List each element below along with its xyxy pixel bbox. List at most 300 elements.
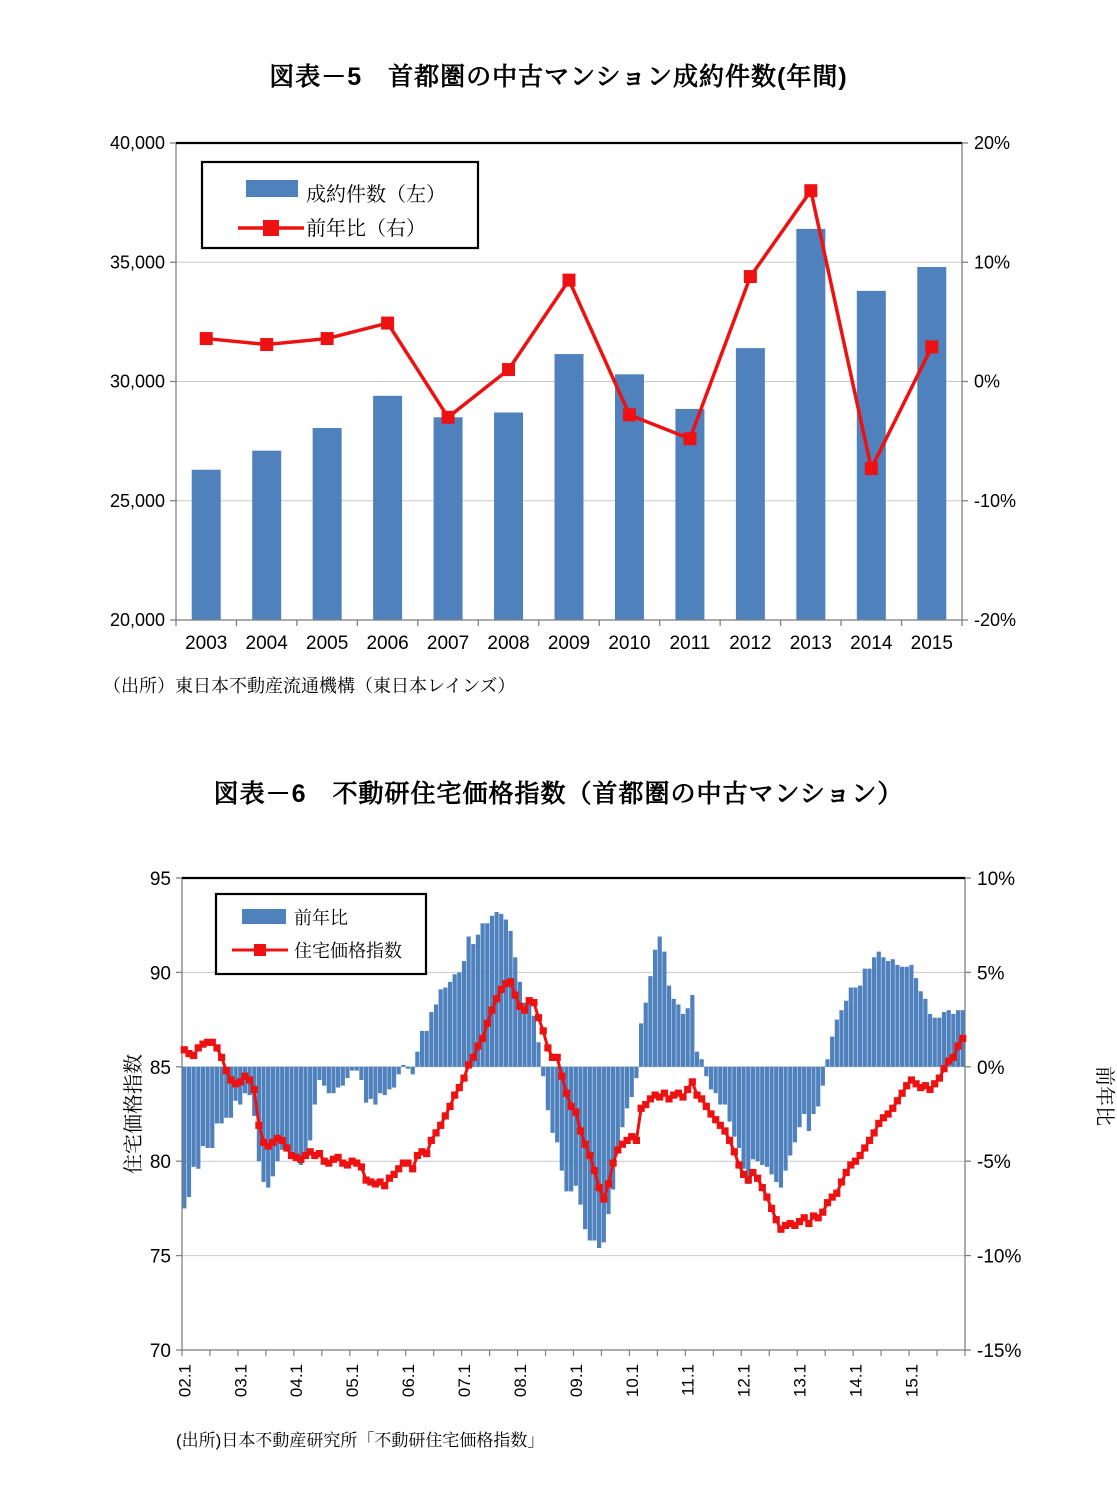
x-tick-label: 11.1 (678, 1364, 698, 1396)
index-marker (521, 1007, 528, 1014)
index-marker (479, 1035, 486, 1042)
index-marker (866, 1137, 873, 1144)
yoy-bar (672, 999, 676, 1067)
yoy-bar (429, 1012, 433, 1067)
yoy-bar (536, 1042, 540, 1067)
index-marker (768, 1205, 775, 1212)
yoy-bar (788, 1067, 792, 1156)
yoy-bar (317, 1067, 321, 1080)
index-marker (428, 1137, 435, 1144)
index-marker (610, 1160, 617, 1167)
index-marker (283, 1144, 290, 1151)
index-marker (446, 1103, 453, 1110)
index-marker (857, 1152, 864, 1159)
index-marker (735, 1161, 742, 1168)
yoy-bar (415, 1052, 419, 1067)
yoy-bar (201, 1067, 205, 1146)
yoy-bar (895, 965, 899, 1067)
yoy-bar (597, 1067, 601, 1248)
y-left-tick-label: 95 (149, 869, 171, 890)
yoy-bar (714, 1067, 718, 1093)
y-right-tick-label: 0% (974, 371, 1001, 392)
yoy-bar (550, 1067, 554, 1133)
index-marker (721, 1127, 728, 1134)
x-tick-label: 12.1 (734, 1364, 754, 1398)
yoy-bar (639, 1023, 643, 1066)
index-marker (563, 1090, 570, 1097)
y-right-tick-label: 10% (974, 252, 1011, 273)
yoy-bar (271, 1067, 275, 1177)
yoy-bar (700, 1059, 704, 1067)
yoy-bar (923, 999, 927, 1067)
x-tick-label: 2006 (366, 633, 409, 654)
figure6-title: 図表－6 不動研住宅価格指数（首都圏の中古マンション） (213, 780, 904, 808)
yoy-bar (485, 923, 489, 1066)
bar-2015 (917, 267, 946, 620)
yoy-bar (914, 978, 918, 1067)
yoy-bar (933, 1018, 937, 1067)
index-marker (255, 1122, 262, 1129)
yoy-bar (755, 1067, 759, 1161)
index-marker (679, 1093, 686, 1100)
yoy-bar (387, 1067, 391, 1090)
x-tick-label: 04.1 (287, 1364, 307, 1398)
x-tick-label: 09.1 (566, 1364, 586, 1398)
yoy-marker-2013 (804, 184, 817, 197)
index-marker (279, 1137, 286, 1144)
yoy-bar (425, 1031, 429, 1067)
index-marker (540, 1027, 547, 1034)
yoy-bar (928, 1014, 932, 1067)
yoy-bar (275, 1067, 279, 1161)
index-marker (633, 1137, 640, 1144)
yoy-bar (900, 967, 904, 1067)
x-tick-label: 2003 (185, 633, 228, 654)
yoy-bar (397, 1067, 401, 1075)
index-marker (451, 1092, 458, 1099)
yoy-bar (285, 1067, 289, 1148)
x-tick-label: 2004 (245, 633, 288, 654)
yoy-bar (303, 1067, 307, 1156)
yoy-bar (811, 1067, 815, 1114)
index-marker (432, 1129, 439, 1136)
yoy-bar (849, 988, 853, 1067)
yoy-bar (546, 1067, 550, 1110)
x-tick-label: 2008 (487, 633, 530, 654)
yoy-bar (919, 991, 923, 1067)
yoy-bar (313, 1067, 317, 1105)
x-tick-label: 10.1 (622, 1364, 642, 1398)
yoy-bar (196, 1067, 200, 1169)
yoy-bar (541, 1067, 545, 1076)
bar-2013 (796, 229, 825, 620)
yoy-bar (830, 1037, 834, 1067)
yoy-bar (807, 1067, 811, 1131)
x-tick-label: 2009 (547, 633, 591, 654)
x-tick-label: 2015 (910, 633, 953, 654)
yoy-bar (825, 1059, 829, 1067)
y-right-tick-label: 10% (977, 869, 1016, 890)
index-marker (437, 1122, 444, 1129)
yoy-bar (821, 1067, 825, 1086)
yoy-bar (886, 961, 890, 1067)
legend-box (216, 894, 426, 974)
index-marker (316, 1150, 323, 1157)
yoy-bar (779, 1067, 783, 1188)
yoy-bar (653, 950, 657, 1067)
yoy-bar (774, 1067, 778, 1182)
index-marker (899, 1090, 906, 1097)
bar-2005 (313, 428, 342, 620)
bar-2003 (192, 470, 221, 620)
yoy-bar (504, 920, 508, 1067)
index-marker (535, 1014, 542, 1021)
yoy-bar (905, 967, 909, 1067)
index-marker (596, 1184, 603, 1191)
index-marker (754, 1175, 761, 1182)
index-marker (773, 1216, 780, 1223)
index-marker (358, 1163, 365, 1170)
index-marker (703, 1103, 710, 1110)
yoy-marker-2005 (321, 332, 334, 345)
legend-label-bars: 前年比 (294, 908, 348, 928)
x-tick-label: 07.1 (454, 1364, 474, 1398)
x-tick-label: 2014 (850, 633, 893, 654)
legend-label-bars: 成約件数（左） (306, 184, 446, 206)
yoy-marker-2012 (744, 270, 757, 283)
yoy-bar (420, 1031, 424, 1067)
index-marker (554, 1054, 561, 1061)
index-marker (591, 1167, 598, 1174)
yoy-bar (662, 952, 666, 1067)
yoy-bar (359, 1067, 363, 1080)
index-marker (805, 1220, 812, 1227)
index-marker (726, 1137, 733, 1144)
yoy-bar (658, 937, 662, 1067)
yoy-bar (937, 1018, 941, 1067)
index-marker (190, 1052, 197, 1059)
x-tick-label: 2011 (669, 633, 711, 654)
yoy-bar (187, 1067, 191, 1197)
yoy-marker-2007 (442, 411, 455, 424)
index-marker (833, 1190, 840, 1197)
index-marker (512, 992, 519, 999)
right-axis-title: 前年比 (1093, 1066, 1115, 1126)
yoy-bar (835, 1020, 839, 1067)
y-left-tick-label: 20,000 (109, 610, 165, 630)
yoy-bar (690, 995, 694, 1067)
yoy-bar (322, 1067, 326, 1086)
yoy-bar (192, 1067, 196, 1167)
yoy-bar (732, 1067, 736, 1137)
index-marker (894, 1097, 901, 1104)
index-marker (745, 1177, 752, 1184)
yoy-bar (532, 1016, 536, 1067)
index-marker (246, 1076, 253, 1083)
yoy-bar (746, 1067, 750, 1184)
yoy-bar (383, 1067, 387, 1095)
x-tick-label: 14.1 (846, 1364, 866, 1398)
x-tick-label: 13.1 (790, 1364, 810, 1398)
yoy-bar (462, 961, 466, 1067)
yoy-bar (644, 1003, 648, 1067)
yoy-bar (182, 1067, 186, 1209)
index-marker (577, 1127, 584, 1134)
yoy-bar (513, 957, 517, 1067)
figure5-title: 図表－5 首都圏の中古マンション成約件数(年間) (269, 63, 848, 91)
x-tick-label: 2007 (426, 633, 470, 654)
y-left-tick-label: 40,000 (109, 133, 165, 153)
yoy-bar (867, 969, 871, 1067)
yoy-bar (765, 1067, 769, 1167)
legend-line-marker (263, 220, 279, 236)
figure6-source: (出所)日本不動産研究所「不動研住宅価格指数」 (176, 1431, 545, 1450)
yoy-bar (289, 1067, 293, 1152)
yoy-bar (378, 1067, 382, 1093)
yoy-bar (783, 1067, 787, 1171)
yoy-bar (634, 1067, 638, 1078)
yoy-marker-2003 (200, 332, 213, 345)
index-marker (843, 1169, 850, 1176)
yoy-marker-2011 (683, 432, 696, 445)
yoy-bar (602, 1067, 606, 1243)
index-marker (530, 999, 537, 1006)
index-marker (759, 1184, 766, 1191)
yoy-marker-2008 (502, 363, 515, 376)
yoy-bar (709, 1067, 713, 1090)
index-marker (442, 1112, 449, 1119)
x-tick-label: 15.1 (902, 1364, 922, 1398)
yoy-bar (392, 1067, 396, 1088)
yoy-bar (220, 1067, 224, 1124)
index-marker (465, 1061, 472, 1068)
index-marker (409, 1165, 416, 1172)
yoy-bar (630, 1067, 634, 1097)
index-marker (689, 1078, 696, 1085)
index-marker (959, 1035, 966, 1042)
x-tick-label: 2005 (306, 633, 349, 654)
yoy-bar (881, 957, 885, 1067)
yoy-bar (872, 957, 876, 1067)
yoy-bar (210, 1067, 214, 1148)
bar-2009 (555, 354, 584, 620)
bar-2008 (494, 413, 523, 620)
index-marker (456, 1084, 463, 1091)
y-left-tick-label: 30,000 (109, 371, 165, 392)
yoy-bar (769, 1067, 773, 1175)
legend-label-line: 前年比（右） (306, 218, 426, 240)
x-tick-label: 2013 (789, 633, 832, 654)
yoy-bar (858, 986, 862, 1067)
yoy-bar (625, 1067, 629, 1109)
index-marker (605, 1180, 612, 1187)
bar-2004 (252, 451, 281, 620)
yoy-bar (620, 1067, 624, 1127)
index-marker (493, 995, 500, 1002)
legend-bar-swatch (242, 909, 286, 924)
bar-2012 (736, 348, 765, 620)
yoy-bar (891, 959, 895, 1067)
index-marker (838, 1178, 845, 1185)
index-marker (889, 1105, 896, 1112)
index-marker (684, 1086, 691, 1093)
yoy-bar (336, 1067, 340, 1088)
index-marker (558, 1073, 565, 1080)
yoy-bar (802, 1067, 806, 1114)
yoy-bar (345, 1067, 349, 1078)
yoy-marker-2004 (260, 338, 273, 351)
index-marker (954, 1042, 961, 1049)
yoy-bar (877, 952, 881, 1067)
yoy-bar (369, 1067, 373, 1099)
x-tick-label: 02.1 (175, 1364, 195, 1398)
yoy-bar (443, 988, 447, 1067)
yoy-bar (723, 1067, 727, 1105)
yoy-bar (686, 1008, 690, 1067)
yoy-bar (308, 1067, 312, 1141)
yoy-bar (797, 1067, 801, 1127)
y-left-tick-label: 85 (149, 1057, 171, 1079)
index-marker (251, 1086, 258, 1093)
y-right-tick-label: 0% (977, 1057, 1005, 1079)
yoy-bar (448, 982, 452, 1067)
y-left-tick-label: 70 (149, 1341, 171, 1362)
yoy-marker-2015 (925, 340, 938, 353)
y-right-tick-label: -20% (974, 610, 1017, 630)
left-axis-title: 住宅価格指数 (123, 1054, 145, 1174)
index-marker (213, 1044, 220, 1051)
index-marker (488, 1007, 495, 1014)
index-marker (484, 1020, 491, 1027)
yoy-bar (327, 1067, 331, 1093)
y-left-tick-label: 90 (149, 963, 171, 985)
y-right-tick-label: -15% (977, 1341, 1022, 1362)
index-marker (507, 978, 514, 985)
yoy-marker-2014 (865, 462, 878, 475)
index-marker (936, 1075, 943, 1082)
index-marker (223, 1067, 230, 1074)
yoy-bar (737, 1067, 741, 1148)
y-left-tick-label: 75 (149, 1246, 171, 1268)
yoy-bar (355, 1067, 359, 1071)
x-tick-label: 06.1 (399, 1364, 419, 1398)
yoy-bar (434, 1004, 438, 1066)
index-marker (819, 1209, 826, 1216)
yoy-bar (364, 1067, 368, 1103)
yoy-bar (569, 1067, 573, 1192)
yoy-bar (411, 1067, 415, 1075)
yoy-bar (667, 986, 671, 1067)
yoy-bar (266, 1067, 270, 1188)
bar-2007 (434, 417, 463, 620)
yoy-bar (816, 1067, 820, 1107)
yoy-bar (453, 974, 457, 1067)
x-tick-label: 2010 (608, 633, 651, 654)
yoy-bar (760, 1067, 764, 1165)
yoy-bar (406, 1067, 410, 1069)
x-tick-label: 03.1 (231, 1364, 251, 1398)
yoy-bar (215, 1067, 219, 1124)
y-right-tick-label: -10% (977, 1246, 1022, 1268)
yoy-bar (574, 1067, 578, 1186)
yoy-bar (331, 1067, 335, 1093)
x-tick-label: 2012 (729, 633, 772, 654)
yoy-marker-2006 (381, 317, 394, 330)
figure5-source: （出所）東日本不動産流通機構（東日本レインズ） (103, 676, 516, 696)
yoy-bar (681, 1014, 685, 1067)
yoy-bar (728, 1067, 732, 1122)
index-marker (763, 1194, 770, 1201)
index-marker (600, 1195, 607, 1202)
yoy-bar (206, 1067, 210, 1148)
yoy-bar (676, 1004, 680, 1066)
yoy-bar (341, 1067, 345, 1086)
index-marker (950, 1054, 957, 1061)
index-marker (871, 1129, 878, 1136)
legend-line-marker (254, 944, 266, 956)
index-marker (861, 1144, 868, 1151)
index-marker (474, 1042, 481, 1049)
index-marker (381, 1182, 388, 1189)
x-tick-label: 08.1 (510, 1364, 530, 1398)
yoy-bar (648, 976, 652, 1067)
yoy-bar (853, 988, 857, 1067)
yoy-bar (439, 989, 443, 1066)
yoy-bar (695, 1052, 699, 1067)
yoy-bar (704, 1067, 708, 1076)
yoy-bar (490, 916, 494, 1067)
yoy-marker-2010 (623, 408, 636, 421)
yoy-marker-2009 (563, 274, 576, 287)
index-marker (582, 1141, 589, 1148)
yoy-bar (718, 1067, 722, 1105)
yoy-bar (793, 1067, 797, 1143)
index-marker (470, 1054, 477, 1061)
index-marker (940, 1065, 947, 1072)
yoy-bar (839, 1010, 843, 1067)
yoy-bar (457, 972, 461, 1066)
index-marker (586, 1152, 593, 1159)
index-marker (544, 1044, 551, 1051)
y-left-tick-label: 80 (149, 1152, 171, 1174)
yoy-bar (863, 969, 867, 1067)
yoy-bar (909, 965, 913, 1067)
yoy-bar (742, 1067, 746, 1169)
yoy-bar (751, 1067, 755, 1160)
x-tick-label: 05.1 (343, 1364, 363, 1398)
index-marker (460, 1075, 467, 1082)
yoy-bar (294, 1067, 298, 1158)
index-marker (731, 1148, 738, 1155)
index-marker (218, 1054, 225, 1061)
yoy-bar (350, 1067, 354, 1071)
y-left-tick-label: 35,000 (109, 252, 165, 273)
index-marker (698, 1095, 705, 1102)
y-left-tick-label: 25,000 (109, 490, 165, 511)
index-marker (423, 1150, 430, 1157)
yoy-bar (299, 1067, 303, 1165)
y-right-tick-label: 20% (974, 133, 1011, 153)
yoy-bar (373, 1067, 377, 1105)
legend-bar-swatch (246, 180, 298, 197)
bar-2006 (373, 396, 402, 620)
yoy-bar (508, 931, 512, 1067)
legend-label-line: 住宅価格指数 (294, 941, 402, 961)
yoy-bar (401, 1065, 405, 1067)
bar-2014 (857, 291, 886, 620)
yoy-bar (844, 1001, 848, 1067)
y-right-tick-label: 5% (977, 963, 1005, 985)
